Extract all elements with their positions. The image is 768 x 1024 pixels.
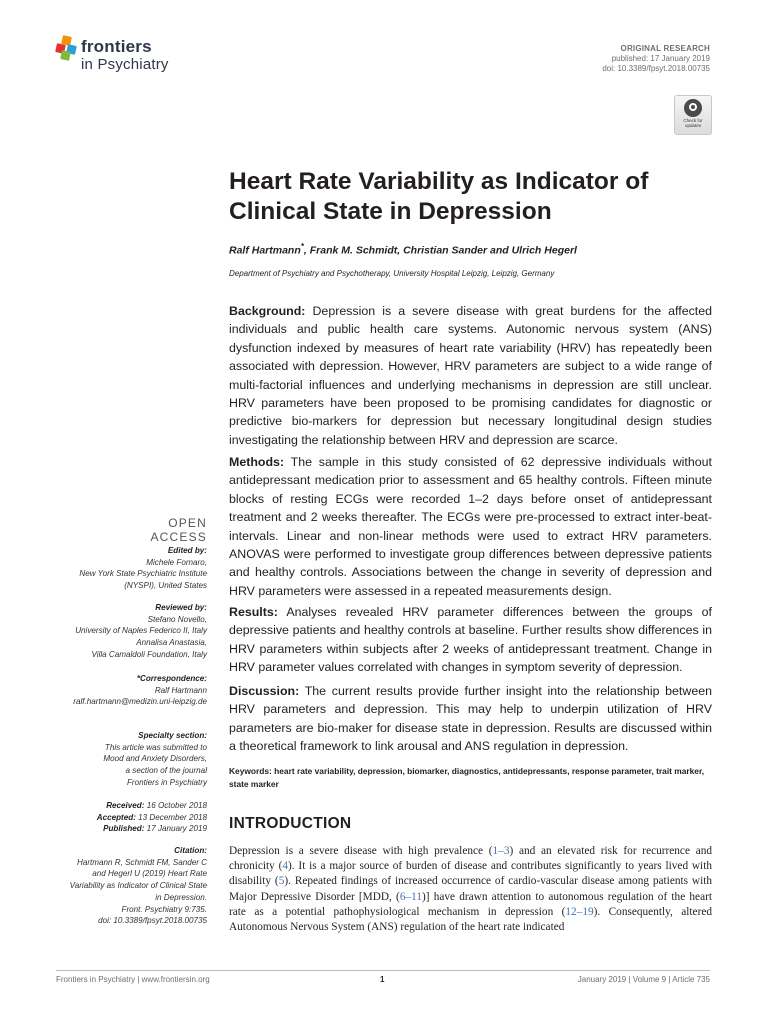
journal-name-line1: frontiers	[81, 37, 152, 56]
check-updates-icon	[684, 99, 702, 117]
article-meta	[602, 44, 710, 74]
citation-link[interactable]: 5	[278, 875, 285, 888]
footer-volume-info: January 2019 | Volume 9 | Article 735	[577, 975, 710, 984]
citation-block: Citation: Hartmann R, Schmidt FM, Sander C and Hegerl U (2019) Heart Rate Variability as Indicator of Clinical State in Depression. Front. Psychiatry 9:735. doi: 10.3389/fpsyt.2018.00735	[32, 845, 207, 927]
check-updates-label: Check for updates	[683, 118, 703, 128]
citation-doi[interactable]: doi: 10.3389/fpsyt.2018.00735	[98, 916, 207, 926]
edited-by-block: Edited by: Michele Fornaro, New York State Psychiatric Institute (NYSPI), United States	[79, 546, 207, 591]
correspondence-block: *Correspondence: Ralf Hartmann ralf.hartmann@medizin.uni-leipzig.de	[32, 673, 207, 708]
abstract-methods: Methods: The sample in this study consisted of 62 depressive individuals without antidepressant medication prior to assessment and 65 healthy controls. Fifteen minute blocks of resting ECGs were recorded 1–2 days before onset of antidepressant treatment and 2 weeks thereafter. The ECGs were pre-processed to extract inter-beat-intervals. Linear and non-linear methods were used to extract HRV parameters. ANOVAS were performed to investigate group differences between depressive patients and healthy controls. Associations between the change in severity of depression and HRV parameters were assessed in a repeated measurements design.	[229, 455, 712, 598]
dates-block: Received: 16 October 2018 Accepted: 13 December 2018 Published: 17 January 2019	[96, 801, 207, 834]
footer-journal-link[interactable]: Frontiers in Psychiatry | www.frontiersin.org	[56, 975, 210, 984]
journal-logo[interactable]	[56, 34, 196, 80]
frontiers-logo-icon	[56, 36, 78, 60]
journal-name-line2: in Psychiatry	[81, 56, 169, 73]
affiliation: Department of Psychiatry and Psychotherapy, University Hospital Leipzig, Leipzig, Germany	[229, 269, 555, 278]
citation-link[interactable]: 1–3	[492, 845, 510, 857]
section-heading-introduction: INTRODUCTION	[229, 815, 352, 832]
correspondence-email[interactable]: ralf.hartmann@medizin.uni-leipzig.de	[73, 697, 207, 707]
abstract-discussion: Discussion: The current results provide further insight into the relationship between HRV parameters and depression. This may help to underpin utilization of HRV parameters are bio-maker for disease state in depression. Results are discussed within a theoretical framework to link arousal and ANS regulation in depression.	[229, 684, 712, 754]
citation-link[interactable]: 6–11	[399, 890, 423, 903]
author-rest: , Frank M. Schmidt, Christian Sander and Ulrich Hegerl	[303, 244, 577, 257]
article-type: ORIGINAL RESEARCH	[620, 44, 710, 53]
corresponding-mark: *	[300, 242, 304, 251]
article-title: Heart Rate Variability as Indicator of Clinical State in Depression	[229, 168, 649, 225]
check-for-updates-button[interactable]	[674, 95, 712, 135]
doi-link[interactable]: doi: 10.3389/fpsyt.2018.00735	[602, 64, 710, 73]
abstract-background: Background: Depression is a severe disease with great burdens for the affected individuals and public health care systems. Autonomic nervous system (ANS) dysfunction indexed by measures of heart rate variability (HRV) has repeatedly been associated with depression. However, HRV parameters are subject to a wide range of multi-factorial influences and underlying mechanisms in depression are still unclear. HRV parameters have been proposed to be promising candidates for diagnostic or predictive bio-markers for depression but necessary longitudinal design studies investigating the relationship between HRV and depression are scarce.	[229, 304, 713, 447]
citation-link[interactable]: 12–19	[565, 905, 594, 918]
author-list	[229, 242, 719, 257]
citation-link[interactable]: 4	[282, 860, 289, 873]
specialty-section-block: Specialty section: This article was submitted to Mood and Anxiety Disorders, a section of the journal Frontiers in Psychiatry	[103, 731, 207, 787]
open-access-label: OPEN ACCESS	[150, 516, 207, 544]
keywords: Keywords: heart rate variability, depression, biomarker, diagnostics, antidepressants, response parameter, trait marker, state marker	[229, 766, 705, 789]
author-first[interactable]: Ralf Hartmann	[229, 244, 301, 257]
introduction-paragraph: Depression is a severe disease with high prevalence (1–3) and an elevated risk for recurrence and chronicity (4). It is a major source of burden of disease and contributes significantly to years lived with disability (5). Repeated findings of increased occurrence of cardio-vascular disease among patients with Major Depressive Disorder [MDD, (6–11)] have drawn attention to autonomous regulation of the heart rate as a potential pathophysiological mechanism in depression (12–19). Consequently, altered Autonomous Nervous System (ANS) regulation of the heart rate indicated	[229, 845, 713, 934]
page-number: 1	[380, 975, 385, 984]
reviewed-by-block: Reviewed by: Stefano Novello, University of Naples Federico II, Italy Annalisa Anastasia, Villa Camaldoli Foundation, Italy	[75, 603, 207, 659]
abstract-results: Results: Analyses revealed HRV parameter differences between the groups of depressive patients and healthy controls at baseline. Further results show differences in HRV parameters within subjects after 2 weeks of antidepressant treatment. Change in HRV parameter values correlated with changes in symptom severity of depression.	[229, 605, 712, 675]
published-date: published: 17 January 2019	[611, 54, 710, 63]
footer-divider	[56, 970, 710, 971]
